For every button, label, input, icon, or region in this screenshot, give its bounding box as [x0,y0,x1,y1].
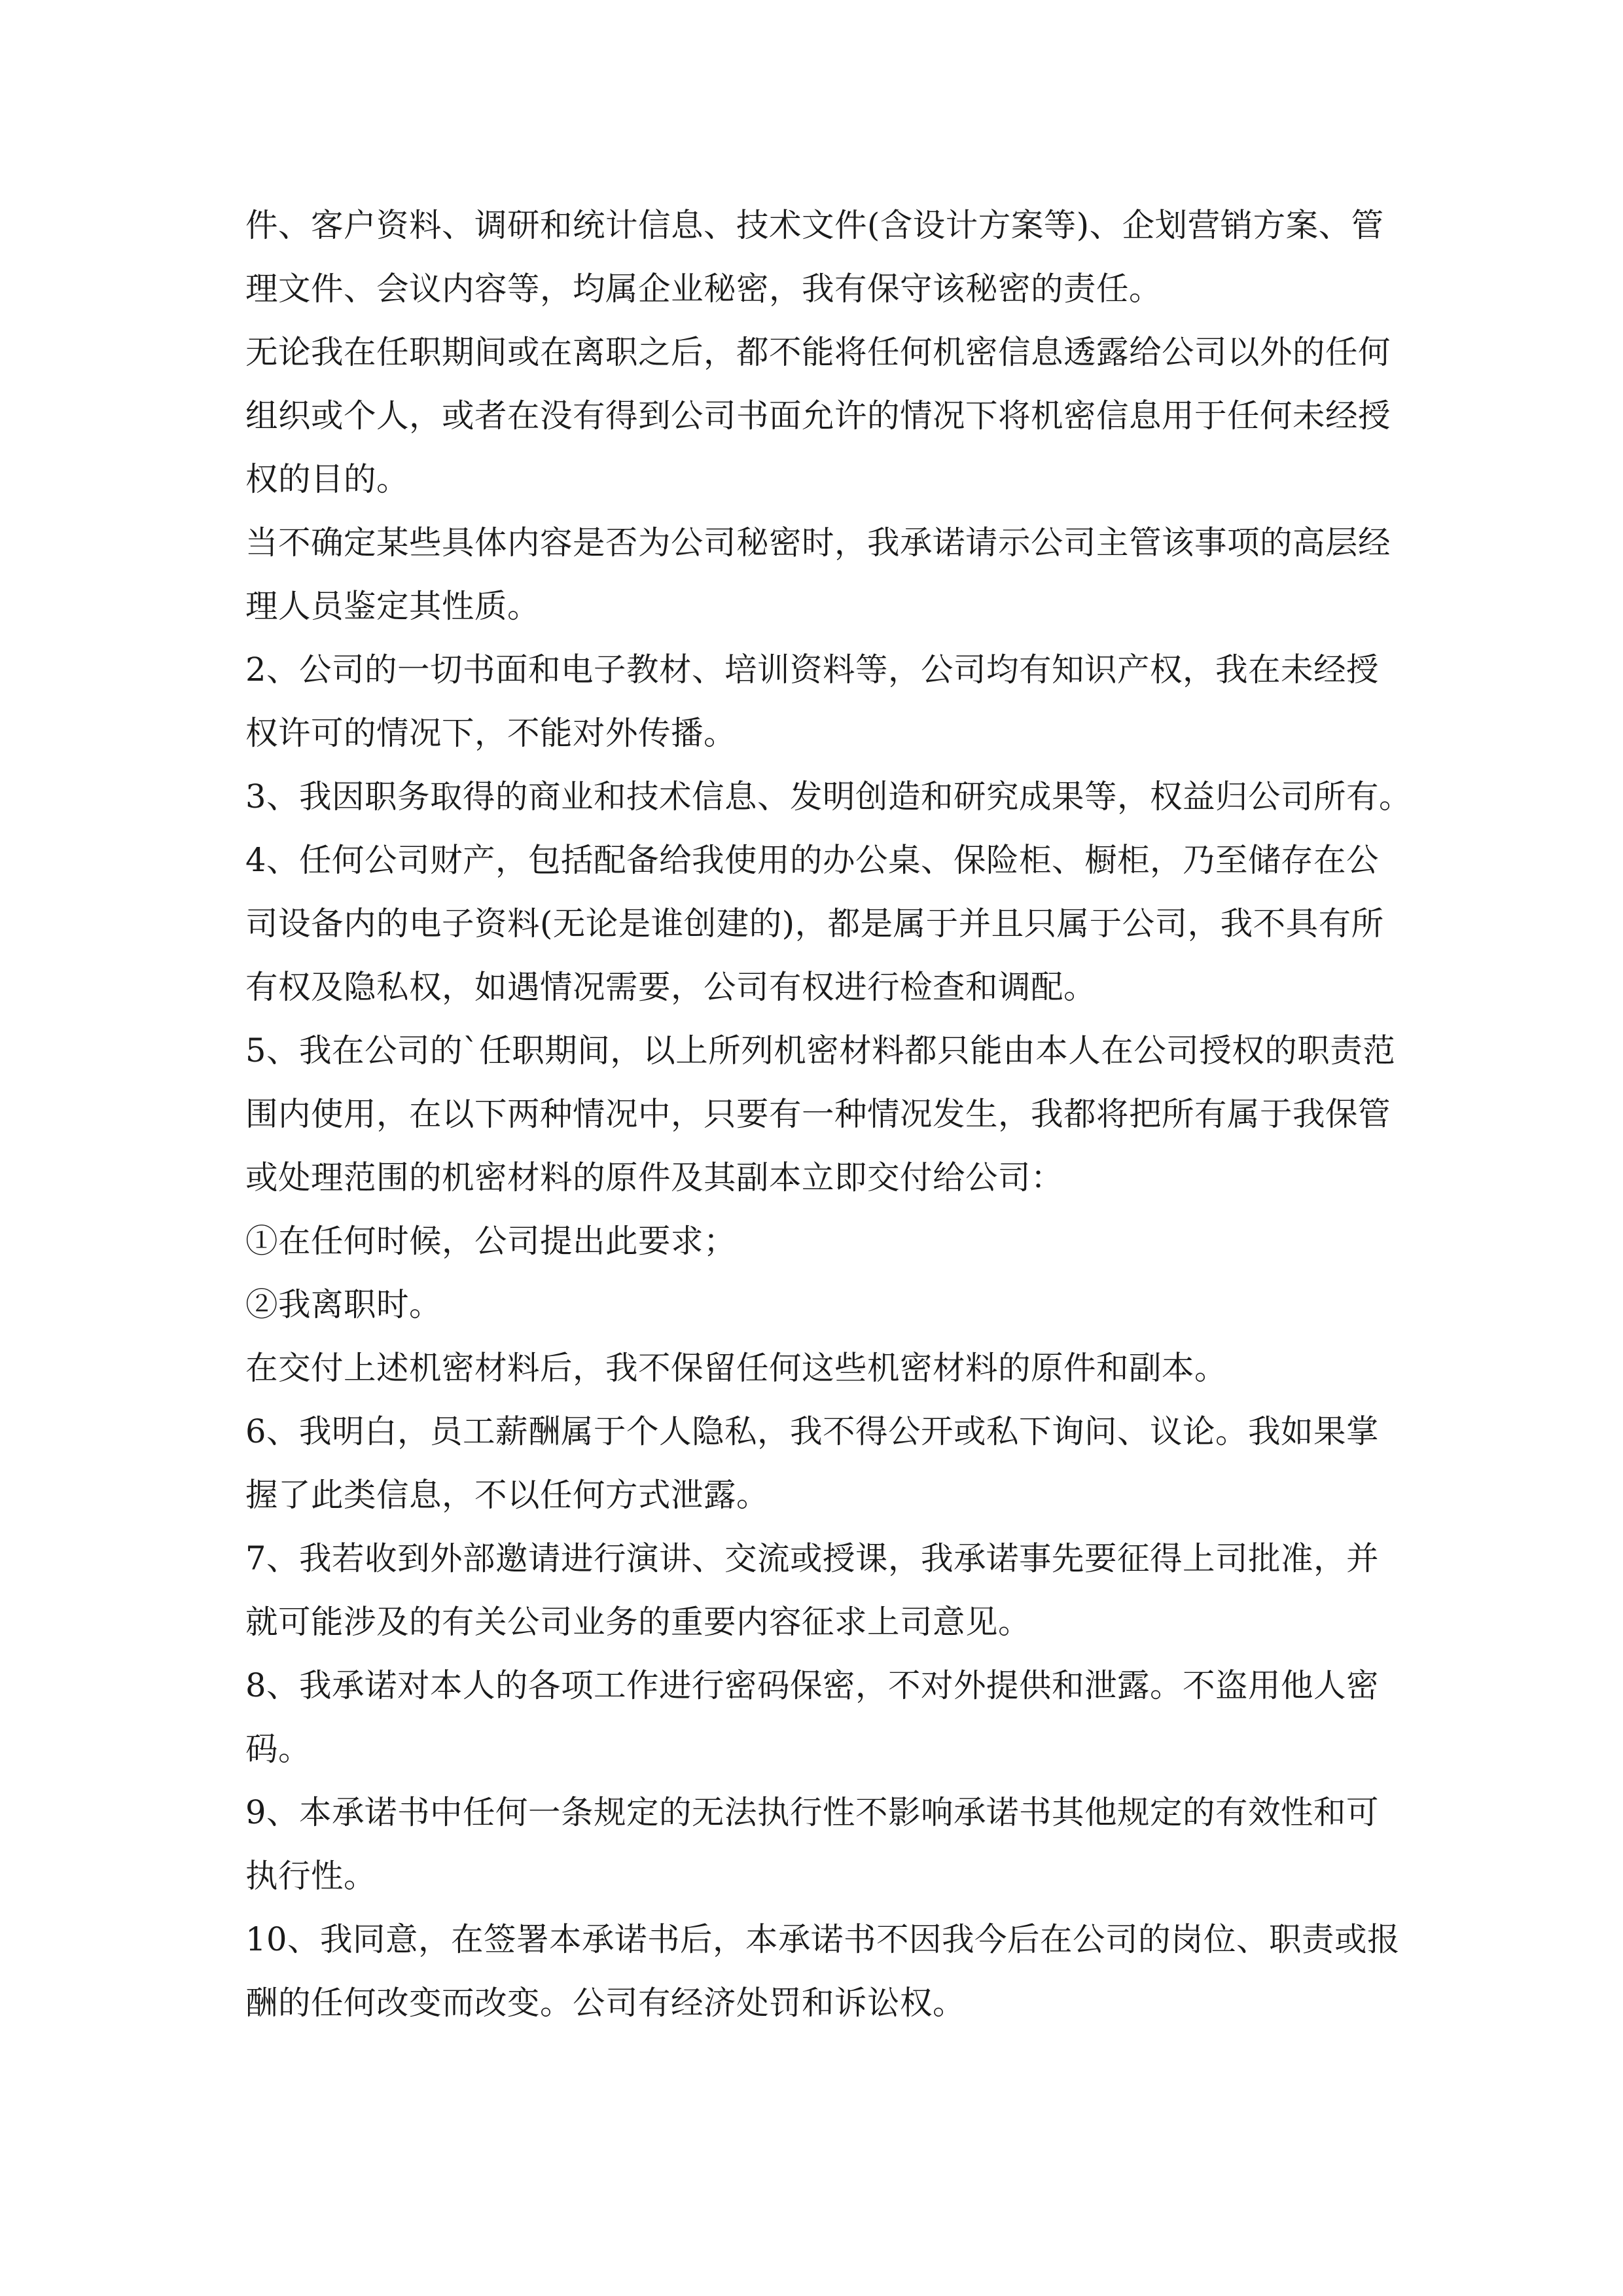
text-line: 8、我承诺对本人的各项工作进行密码保密，不对外提供和泄露。不盗用他人密 [245,1666,1379,1704]
text-line: 件、客户资料、调研和统计信息、技术文件(含设计方案等)、企划营销方案、管 [245,206,1384,244]
text-line: 有权及隐私权，如遇情况需要，公司有权进行检查和调配。 [245,968,1096,1006]
text-line: 7、我若收到外部邀请进行演讲、交流或授课，我承诺事先要征得上司批准，并 [245,1539,1379,1577]
text-line: 3、我因职务取得的商业和技术信息、发明创造和研究成果等，权益归公司所有。 [245,778,1412,816]
text-line: 组织或个人，或者在没有得到公司书面允许的情况下将机密信息用于任何未经授 [245,397,1391,435]
text-line: 6、我明白，员工薪酬属于个人隐私，我不得公开或私下询问、议论。我如果掌 [245,1412,1379,1450]
text-line: 在交付上述机密材料后，我不保留任何这些机密材料的原件和副本。 [245,1349,1227,1387]
text-line: ②我离职时。 [245,1285,442,1323]
text-line: 2、公司的一切书面和电子教材、培训资料等，公司均有知识产权，我在未经授 [245,651,1379,689]
text-line: 或处理范围的机密材料的原件及其副本立即交付给公司： [245,1158,1063,1196]
text-line: 权的目的。 [245,460,409,498]
text-line: 执行性。 [245,1857,376,1895]
text-line: 无论我在任职期间或在离职之后，都不能将任何机密信息透露给公司以外的任何 [245,333,1391,371]
text-line: 理文件、会议内容等，均属企业秘密，我有保守该秘密的责任。 [245,270,1162,308]
text-line: 理人员鉴定其性质。 [245,587,540,625]
document-body [245,194,1412,2035]
text-line: 握了此类信息，不以任何方式泄露。 [245,1476,769,1514]
text-line: 权许可的情况下，不能对外传播。 [245,714,736,752]
text-line: 当不确定某些具体内容是否为公司秘密时，我承诺请示公司主管该事项的高层经 [245,524,1391,562]
text-line: 司设备内的电子资料(无论是谁创建的)，都是属于并且只属于公司，我不具有所 [245,905,1384,942]
text-line: 围内使用，在以下两种情况中，只要有一种情况发生，我都将把所有属于我保管 [245,1095,1391,1133]
text-line: 9、本承诺书中任何一条规定的无法执行性不影响承诺书其他规定的有效性和可 [245,1793,1379,1831]
text-line: 码。 [245,1730,311,1768]
text-line: 10、我同意，在签署本承诺书后，本承诺书不因我今后在公司的岗位、职责或报 [245,1920,1400,1958]
text-line: 4、任何公司财产，包括配备给我使用的办公桌、保险柜、橱柜，乃至储存在公 [245,841,1379,879]
text-line: 5、我在公司的`任职期间，以上所列机密材料都只能由本人在公司授权的职责范 [245,1031,1396,1069]
text-line: ①在任何时候，公司提出此要求； [245,1222,736,1260]
text-line: 就可能涉及的有关公司业务的重要内容征求上司意见。 [245,1603,1031,1641]
text-line: 酬的任何改变而改变。公司有经济处罚和诉讼权。 [245,1984,965,2022]
